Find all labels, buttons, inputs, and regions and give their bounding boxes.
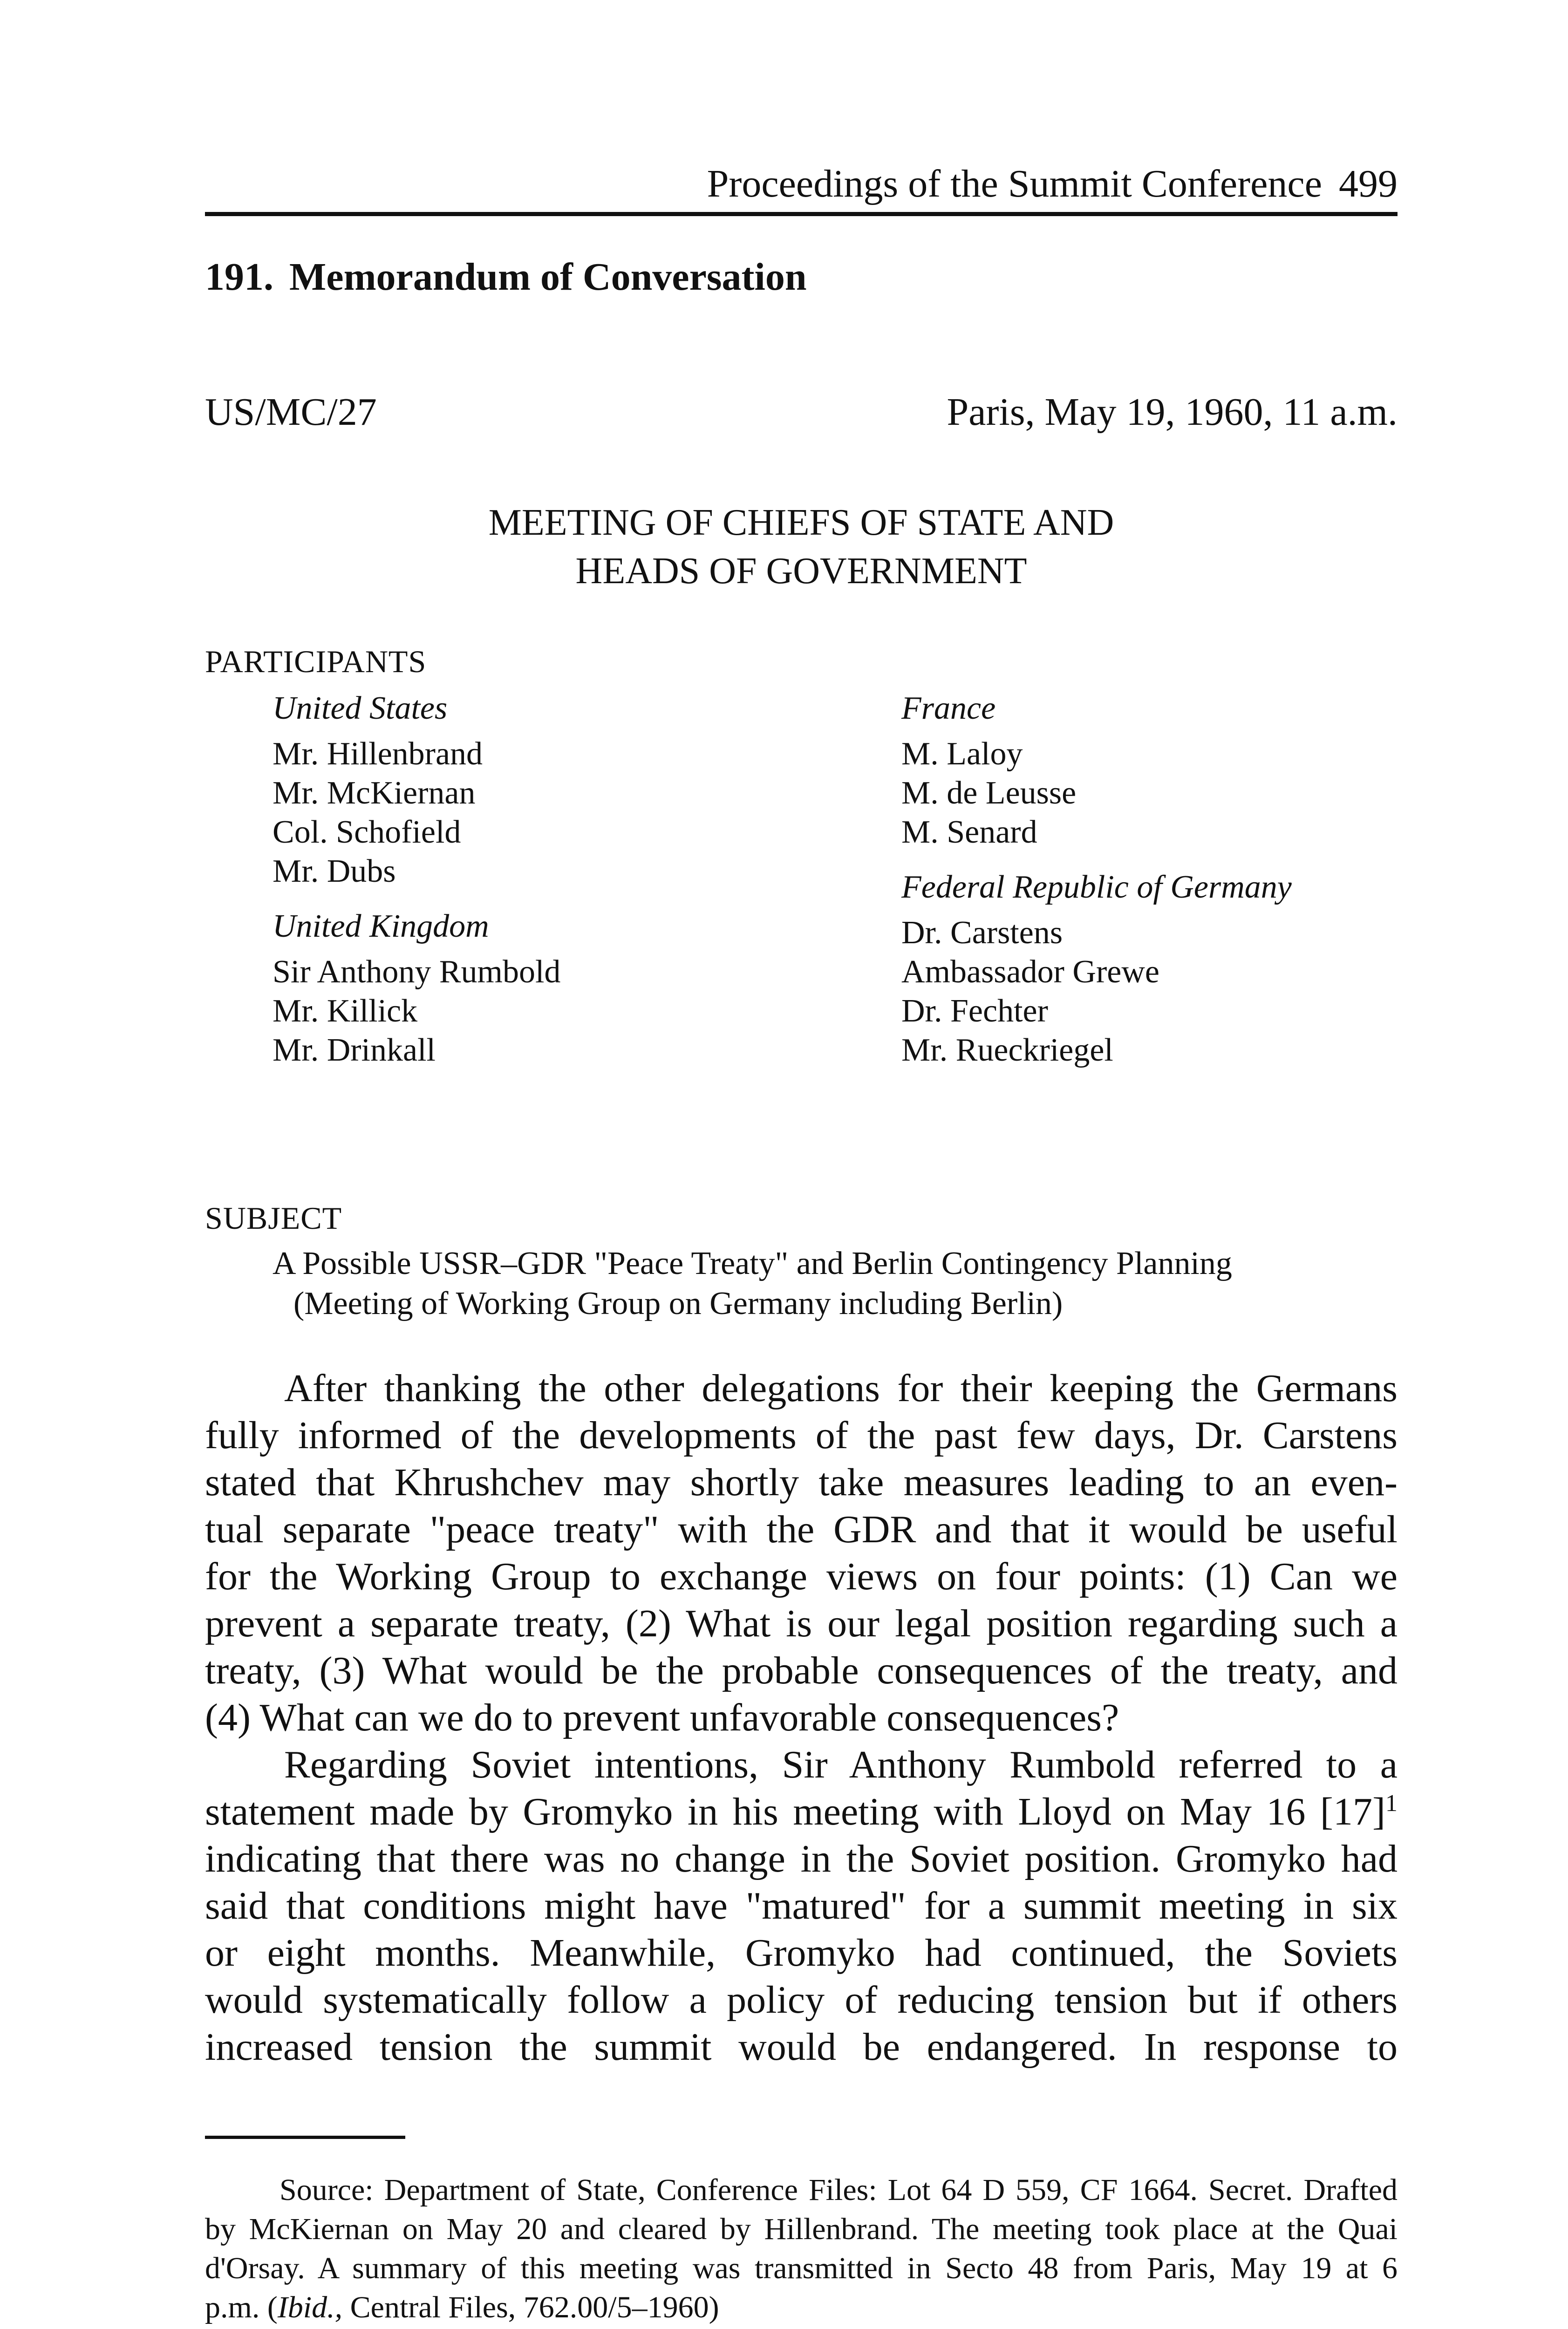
footnote-text: p.m. (: [205, 2290, 278, 2324]
participant-group-federal-republic-of-germany: [901, 866, 1292, 1070]
participant-group-france: [901, 687, 1292, 852]
running-head-title: Proceedings of the Summit Conference: [707, 162, 1322, 205]
participant-group-united-kingdom: [273, 905, 560, 1070]
text-line: After thanking the other delegations for their keeping the Germans: [284, 1367, 1398, 1410]
text-line: for the Working Group to exchange views on four points: (1) Can we: [205, 1555, 1398, 1598]
text-line-with-footnote-ref: [205, 1788, 1398, 1835]
participants-label: PARTICIPANTS: [205, 644, 427, 679]
text-line: treaty, (3) What would be the probable consequences of the treaty, and: [205, 1649, 1398, 1692]
country-heading: Federal Republic of Germany: [901, 869, 1292, 905]
meeting-title-line-1: MEETING OF CHIEFS OF STATE AND: [488, 502, 1114, 543]
text-line: or eight months. Meanwhile, Gromyko had continued, the Soviets: [205, 1931, 1398, 1975]
text-line: stated that Khrushchev may shortly take measures leading to an even-: [205, 1461, 1398, 1504]
country-heading: France: [901, 690, 996, 726]
footnote-text: Central Files, 762.00/5–1960): [342, 2290, 719, 2324]
participant: Mr. McKiernan: [273, 775, 476, 811]
country-heading: United States: [273, 690, 448, 726]
text-line: prevent a separate treaty, (2) What is our legal position regarding such a: [205, 1602, 1398, 1645]
participant: M. de Leusse: [901, 775, 1077, 811]
text-line: (4) What can we do to prevent unfavorable consequences?: [205, 1696, 1119, 1739]
participant: Mr. Hillenbrand: [273, 736, 483, 772]
text-line: fully informed of the developments of the past few days, Dr. Carstens: [205, 1414, 1398, 1457]
text-line: increased tension the summit would be endangered. In response to: [205, 2025, 1398, 2069]
body-text: [205, 1365, 1398, 2070]
document-place-date: Paris, May 19, 1960, 11 a.m.: [947, 390, 1398, 434]
participant: Dr. Fechter: [901, 993, 1048, 1029]
footnote-source-line-last: [205, 2288, 1398, 2327]
participants-list: [273, 687, 1391, 1106]
footnote-source-line: Source: Department of State, Conference Files: Lot 64 D 559, CF 1664. Secret. Drafted: [280, 2173, 1398, 2207]
text-line: tual separate "peace treaty" with the GDR and that it would be useful: [205, 1508, 1398, 1551]
text-line-content: statement made by Gromyko in his meeting with Lloyd on May 16 [17]: [205, 1790, 1385, 1833]
footnotes: [205, 2171, 1398, 2329]
running-head: [205, 161, 1398, 216]
footnote-reference: 1: [1385, 1790, 1398, 1817]
participant: M. Senard: [901, 814, 1037, 850]
document-title: [205, 252, 807, 303]
participant: Sir Anthony Rumbold: [273, 954, 561, 990]
page-number: 499: [1339, 162, 1398, 205]
subject-line-2: (Meeting of Working Group on Germany including Berlin): [293, 1286, 1063, 1321]
text-line: said that conditions might have "matured" for a summit meeting in six: [205, 1884, 1398, 1927]
subject-line-1: A Possible USSR–GDR "Peace Treaty" and Berlin Contingency Planning: [273, 1246, 1232, 1281]
country-heading: United Kingdom: [273, 908, 489, 944]
participant: Mr. Killick: [273, 993, 418, 1029]
meeting-title-line-2: HEADS OF GOVERNMENT: [575, 551, 1027, 592]
participant: M. Laloy: [901, 736, 1023, 772]
participant: Col. Schofield: [273, 814, 461, 850]
subject-text: [273, 1244, 1232, 1324]
participant: Mr. Rueckriegel: [901, 1032, 1113, 1068]
footnote-source-line: d'Orsay. A summary of this meeting was transmitted in Secto 48 from Paris, May 19 at 6: [205, 2251, 1398, 2285]
footnote-ibid: Ibid.,: [277, 2290, 343, 2324]
meeting-title: [205, 498, 1398, 595]
participants-right-column: [901, 687, 1292, 1084]
participants-left-column: [273, 687, 560, 1084]
subject-label: SUBJECT: [205, 1200, 342, 1236]
running-title: [707, 161, 1398, 207]
footnote-divider: [205, 2136, 405, 2139]
body-paragraph-1: [205, 1365, 1398, 1741]
participant: Ambassador Grewe: [901, 954, 1159, 990]
document-number: 191.: [205, 255, 273, 299]
text-line: indicating that there was no change in the Soviet position. Gromyko had: [205, 1837, 1398, 1880]
text-line: Regarding Soviet intentions, Sir Anthony Rumbold referred to a: [284, 1743, 1398, 1786]
text-line: would systematically follow a policy of reducing tension but if others: [205, 1978, 1398, 2022]
document-id: US/MC/27: [205, 390, 377, 434]
body-paragraph-2: [205, 1741, 1398, 2070]
participant: Dr. Carstens: [901, 915, 1063, 951]
participant-group-united-states: [273, 687, 560, 891]
document-title-text: Memorandum of Conversation: [289, 255, 807, 299]
participant: Mr. Dubs: [273, 853, 396, 889]
footnote-source-line: by McKiernan on May 20 and cleared by Hillenbrand. The meeting took place at the Quai: [205, 2212, 1398, 2246]
participant: Mr. Drinkall: [273, 1032, 436, 1068]
